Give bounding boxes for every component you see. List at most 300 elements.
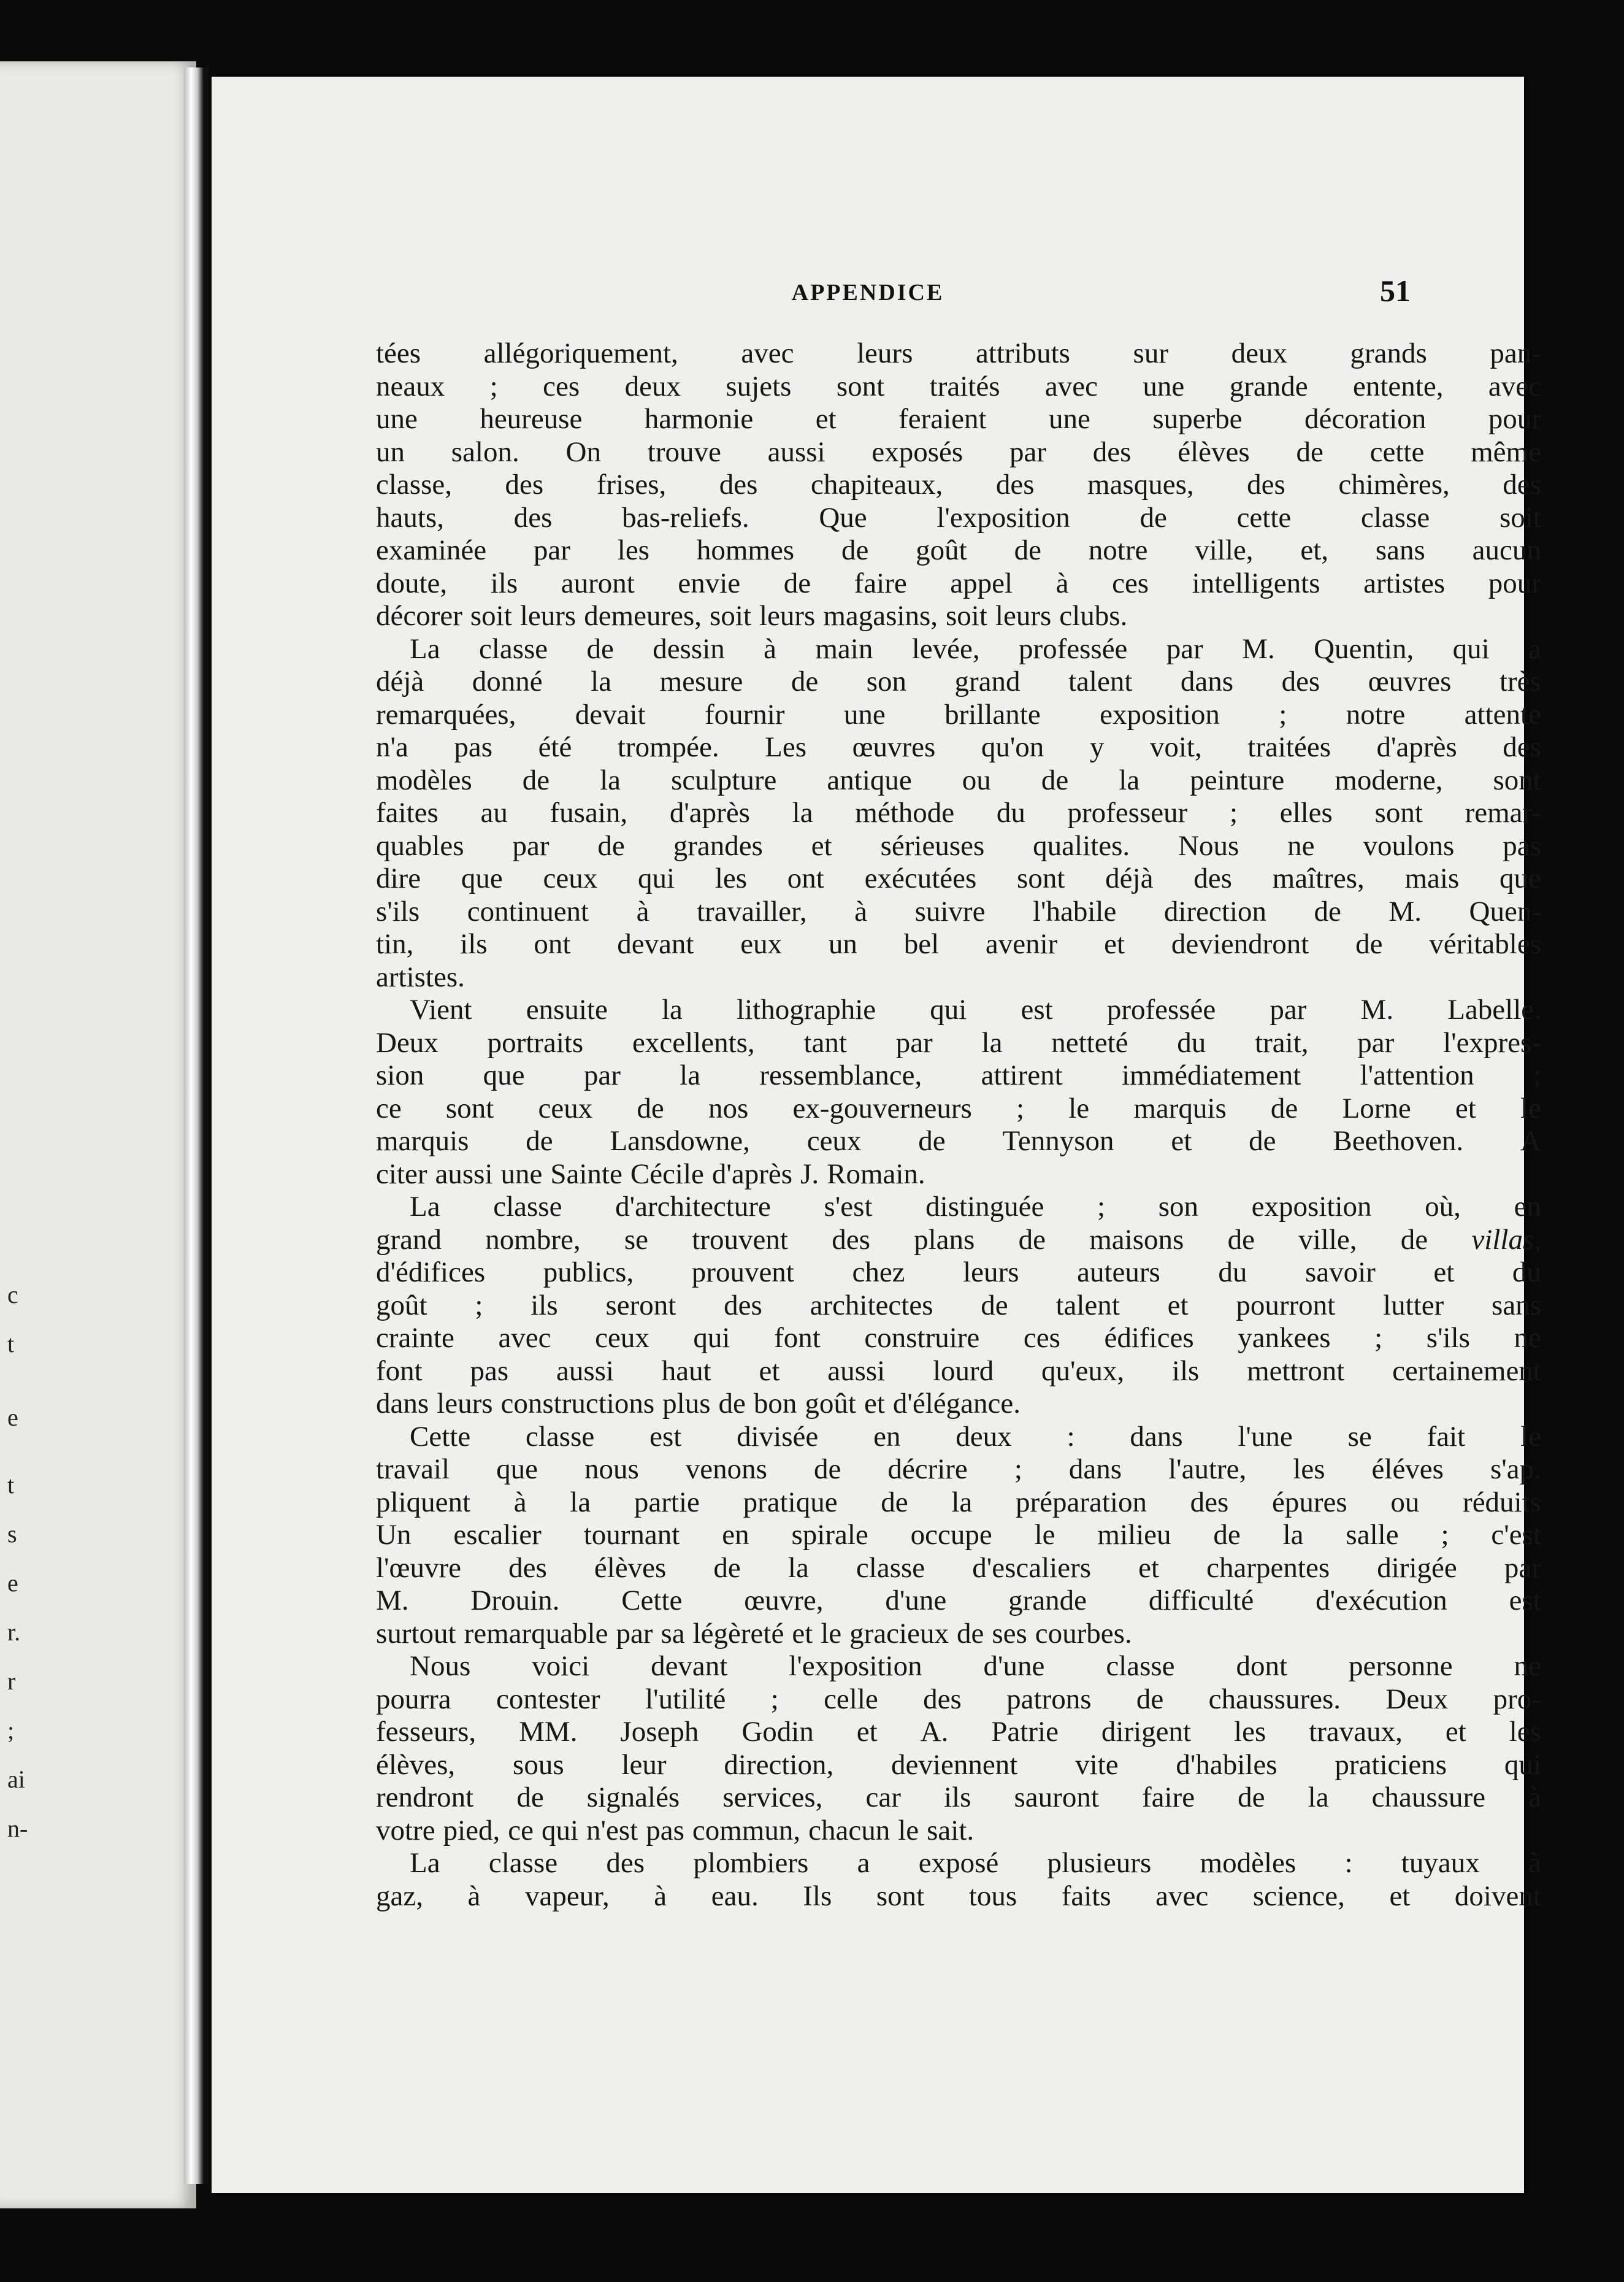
word: l'expres- xyxy=(1443,1026,1541,1059)
word: de xyxy=(1213,1519,1241,1551)
word: qui xyxy=(541,1814,579,1846)
facing-page-fragment: n- xyxy=(7,1815,28,1842)
word: frises, xyxy=(596,469,667,501)
word: et, xyxy=(1300,534,1329,566)
word: Vient xyxy=(410,994,472,1026)
word: nos xyxy=(708,1092,749,1124)
word: ces xyxy=(1023,1322,1060,1354)
word: dessin xyxy=(653,632,725,665)
word: difficulté xyxy=(1148,1585,1254,1616)
word: M. xyxy=(1388,895,1422,928)
word: réduits xyxy=(1463,1486,1541,1518)
word: son xyxy=(866,666,906,697)
word: le xyxy=(821,1617,842,1650)
word: A xyxy=(1520,1125,1541,1157)
word: même xyxy=(1471,436,1541,468)
word: ; xyxy=(1441,1519,1449,1551)
word: milieu xyxy=(1097,1519,1171,1551)
word: qu'on xyxy=(981,731,1044,763)
body-text xyxy=(376,337,1541,1913)
word: de xyxy=(516,1781,544,1813)
word: l'exposition xyxy=(789,1650,922,1682)
text-line xyxy=(376,1453,1541,1486)
word: des xyxy=(1092,436,1132,468)
word: leurs xyxy=(519,600,576,632)
word: s'ap. xyxy=(1490,1453,1541,1485)
text-line xyxy=(376,731,1541,764)
word: Beethoven. xyxy=(1333,1125,1464,1157)
word: de xyxy=(1136,1683,1164,1715)
word: tin, xyxy=(376,928,414,960)
word: gaz, xyxy=(376,1880,423,1912)
facing-page-fragment: t xyxy=(7,1330,15,1358)
word: s'est xyxy=(824,1191,873,1223)
word: que xyxy=(496,1453,538,1485)
word: sans xyxy=(1375,534,1425,566)
word: du xyxy=(1177,1026,1206,1059)
word: ont xyxy=(787,862,824,894)
word: de xyxy=(1227,1223,1255,1256)
word: fait xyxy=(1427,1420,1466,1453)
text-line xyxy=(376,403,1541,436)
word: sont xyxy=(836,370,885,402)
word: dire xyxy=(376,862,421,894)
word: tournant xyxy=(583,1519,680,1551)
book-gutter xyxy=(184,67,209,2184)
word: devait xyxy=(575,698,646,731)
word: la xyxy=(680,1059,701,1091)
word: la xyxy=(570,1486,591,1518)
word: Cette xyxy=(410,1420,471,1453)
word: salle xyxy=(1346,1519,1399,1551)
word: de xyxy=(918,1125,946,1157)
text-line xyxy=(376,371,1541,404)
word: de xyxy=(1355,928,1383,960)
word: ce xyxy=(508,1814,534,1846)
word: pourra xyxy=(376,1683,451,1715)
word: deux xyxy=(1231,337,1287,369)
book-page xyxy=(212,77,1541,2193)
word: classe xyxy=(488,1847,558,1879)
word: vite xyxy=(1075,1748,1119,1781)
word: le xyxy=(1520,1092,1541,1124)
word: Un xyxy=(376,1519,412,1551)
word: Nous xyxy=(1178,829,1239,862)
word: hauts, xyxy=(376,501,444,534)
word: traitées xyxy=(1247,731,1331,763)
word: antique xyxy=(827,764,912,796)
word: de xyxy=(1314,895,1341,928)
word: sauront xyxy=(1014,1781,1099,1813)
word: la xyxy=(1119,764,1140,796)
word: occupe xyxy=(910,1519,992,1551)
word: direction xyxy=(1163,895,1266,928)
text-line xyxy=(376,1355,1541,1388)
word: l'attention xyxy=(1360,1059,1474,1091)
word: ; xyxy=(1097,1191,1106,1223)
word: exposé xyxy=(918,1847,999,1879)
text-line xyxy=(376,337,1541,371)
word: élèves, xyxy=(376,1748,456,1781)
word: lourd xyxy=(933,1354,994,1387)
word: exécutées xyxy=(864,862,977,894)
word: aussi xyxy=(827,1354,886,1387)
word: de xyxy=(1249,1125,1276,1157)
word: deux xyxy=(624,370,681,402)
word: cette xyxy=(1236,501,1292,534)
word: pratique xyxy=(743,1486,838,1518)
word: l'exposition xyxy=(936,501,1070,534)
word: Joseph xyxy=(620,1716,699,1748)
word: et xyxy=(1171,1125,1192,1157)
word: et xyxy=(856,1716,878,1748)
word: ils xyxy=(944,1781,971,1813)
word: a xyxy=(1528,632,1541,665)
word: MM. xyxy=(519,1716,578,1748)
word: brillante xyxy=(944,698,1041,731)
word: ceux xyxy=(806,1125,862,1157)
word: goût xyxy=(805,1388,856,1420)
word: éléves xyxy=(1371,1453,1444,1485)
word: ex-gouverneurs xyxy=(792,1092,972,1124)
word: est xyxy=(1509,1585,1541,1616)
word: d'une xyxy=(983,1650,1045,1682)
word: ; xyxy=(475,1289,483,1321)
word: artistes xyxy=(1363,567,1446,599)
word: grandes xyxy=(673,829,763,862)
word: dans xyxy=(1130,1420,1183,1453)
word: ces xyxy=(1112,567,1149,599)
word: sont xyxy=(1374,797,1423,829)
text-line xyxy=(376,862,1541,896)
word: remar- xyxy=(1465,797,1541,829)
word: nombre, xyxy=(485,1223,581,1256)
word: été xyxy=(538,731,572,763)
word: la xyxy=(600,764,621,796)
facing-page-fragment: e xyxy=(7,1404,18,1431)
word: deviendront xyxy=(1171,928,1309,960)
word: Deux xyxy=(1385,1683,1449,1715)
word: modèles xyxy=(376,764,472,796)
word: commun, xyxy=(692,1814,801,1846)
word: remarquable xyxy=(464,1617,608,1650)
word: d'après xyxy=(669,797,750,829)
word: ; xyxy=(770,1683,779,1715)
word: leurs xyxy=(963,1256,1019,1288)
word: faire xyxy=(1141,1781,1195,1813)
word: allégoriquement, xyxy=(483,337,678,369)
word: préparation xyxy=(1015,1486,1147,1518)
word: architectes xyxy=(810,1289,933,1321)
word: ne xyxy=(1287,829,1315,862)
word: devant xyxy=(651,1650,728,1682)
word: entente, xyxy=(1353,370,1444,402)
word: classe xyxy=(526,1420,595,1453)
word: devant xyxy=(617,928,694,960)
word: épures xyxy=(1272,1486,1347,1518)
word: d'édifices xyxy=(376,1256,486,1288)
word: et xyxy=(1389,1880,1411,1912)
word: : xyxy=(1067,1420,1075,1453)
word: classe, xyxy=(376,469,452,501)
word: notre xyxy=(1088,534,1148,566)
text-line xyxy=(376,1519,1541,1552)
word: plombiers xyxy=(693,1847,809,1879)
word: ; xyxy=(1279,698,1287,731)
running-title: APPENDICE xyxy=(791,280,944,305)
word: les xyxy=(617,534,649,566)
word: sous xyxy=(513,1748,564,1781)
word: une xyxy=(1049,403,1090,435)
text-line xyxy=(376,534,1541,567)
word: soit xyxy=(710,600,751,632)
word: Cécile xyxy=(630,1158,704,1190)
text-line xyxy=(376,1486,1541,1519)
word: La xyxy=(410,1191,440,1223)
word: par xyxy=(1009,436,1047,468)
word: de xyxy=(1014,534,1041,566)
word: voit, xyxy=(1149,731,1202,763)
word: bon xyxy=(753,1388,797,1420)
text-line xyxy=(376,436,1541,469)
word: de xyxy=(522,764,550,796)
word: y xyxy=(1089,731,1105,763)
word: tées xyxy=(376,337,421,369)
word: est xyxy=(1021,994,1053,1026)
word: modèles xyxy=(1200,1847,1297,1879)
word: un xyxy=(376,436,405,468)
word: de xyxy=(841,534,869,566)
word: sont xyxy=(445,1092,494,1124)
word: auront xyxy=(561,567,635,599)
word: des xyxy=(505,469,544,501)
word: l'habile xyxy=(1032,895,1117,928)
word: superbe xyxy=(1152,403,1243,435)
text-line xyxy=(376,1749,1541,1782)
word: aucun xyxy=(1472,534,1541,566)
word: de xyxy=(1139,501,1167,534)
word: de xyxy=(1041,764,1069,796)
word: faire xyxy=(854,567,907,599)
text-line xyxy=(376,928,1541,961)
word: avec xyxy=(741,337,794,369)
word: le xyxy=(1034,1519,1055,1551)
word: demeures, xyxy=(584,600,702,632)
word: édifices xyxy=(1104,1322,1194,1354)
word: sion xyxy=(376,1059,424,1091)
word: la xyxy=(981,1026,1003,1059)
word: œuvres xyxy=(852,731,936,763)
word: de xyxy=(1238,1781,1265,1813)
word: l'utilité xyxy=(645,1683,726,1715)
word: La xyxy=(410,1847,440,1879)
word: celle xyxy=(824,1683,878,1715)
word: par xyxy=(512,829,550,862)
word: citer xyxy=(376,1158,427,1190)
word: mesure xyxy=(659,666,743,697)
text-line xyxy=(376,1125,1541,1158)
word: le xyxy=(1520,1420,1541,1453)
word: Quen- xyxy=(1469,895,1541,928)
word: c'est xyxy=(1491,1519,1541,1551)
word: salon. xyxy=(451,436,519,468)
facing-page-left xyxy=(0,61,196,2208)
word: qui xyxy=(930,994,967,1026)
word: pro- xyxy=(1493,1683,1541,1715)
word: leurs xyxy=(759,600,816,632)
word: Tennyson xyxy=(1002,1125,1114,1157)
word: Sainte xyxy=(550,1158,622,1190)
word: et xyxy=(1455,1092,1476,1124)
word: mettront xyxy=(1247,1354,1345,1387)
word: feraient xyxy=(898,403,987,435)
word: elles xyxy=(1279,797,1333,829)
word: exposition xyxy=(1251,1191,1372,1223)
word: plans xyxy=(914,1223,975,1256)
text-line xyxy=(376,1880,1541,1913)
word: Lorne xyxy=(1342,1092,1411,1124)
word: gracieux xyxy=(849,1617,949,1650)
word: classe xyxy=(1361,501,1430,534)
word: Que xyxy=(819,501,867,534)
word: en xyxy=(873,1420,901,1453)
word: par xyxy=(1357,1026,1395,1059)
word: notre xyxy=(1346,698,1406,731)
word: d'exécution xyxy=(1316,1585,1447,1616)
word: villas, xyxy=(1471,1223,1541,1256)
word: classe xyxy=(478,632,548,665)
word: la xyxy=(792,797,813,829)
word: l'une xyxy=(1238,1420,1293,1453)
word: surtout xyxy=(376,1617,456,1650)
word: immédiatement xyxy=(1121,1059,1301,1091)
word: ; xyxy=(1016,1092,1025,1124)
word: très xyxy=(1499,666,1541,697)
word: du xyxy=(1512,1256,1541,1288)
word: traités xyxy=(929,370,1000,402)
word: a xyxy=(857,1847,870,1879)
word: travailler, xyxy=(697,895,807,928)
word: doivent xyxy=(1454,1880,1541,1912)
text-line xyxy=(376,1650,1541,1683)
word: ; xyxy=(1533,1059,1541,1091)
word: crainte xyxy=(376,1322,454,1354)
word: de xyxy=(637,1092,664,1124)
word: par xyxy=(616,1617,653,1650)
word: décorer xyxy=(376,600,462,632)
facing-page-fragment: e xyxy=(7,1569,18,1597)
word: par xyxy=(895,1026,933,1059)
word: Nous xyxy=(410,1650,471,1682)
word: élèves xyxy=(594,1551,667,1584)
word: des xyxy=(1247,469,1285,501)
word: n'est xyxy=(586,1814,638,1846)
word: qualites. xyxy=(1033,829,1130,862)
word: mais xyxy=(1404,862,1460,894)
word: élèves xyxy=(1178,436,1250,468)
word: J. xyxy=(800,1158,819,1190)
word: voici xyxy=(532,1650,590,1682)
word: Les xyxy=(765,731,807,763)
word: chaussure xyxy=(1371,1781,1485,1813)
text-line xyxy=(376,1552,1541,1585)
word: du xyxy=(1218,1256,1247,1288)
word: car xyxy=(865,1781,901,1813)
word: travaux, xyxy=(1309,1716,1403,1748)
word: Quentin, xyxy=(1314,632,1414,665)
text-line xyxy=(376,469,1541,502)
word: ceux xyxy=(538,1092,593,1124)
word: harmonie xyxy=(644,403,754,435)
word: tant xyxy=(803,1026,847,1059)
word: pour xyxy=(1488,567,1541,599)
word: font xyxy=(376,1354,423,1387)
word: méthode xyxy=(855,797,955,829)
word: que xyxy=(461,862,503,894)
word: et xyxy=(792,1617,813,1650)
word: sait. xyxy=(927,1814,975,1846)
text-line xyxy=(376,1847,1541,1880)
word: est xyxy=(649,1420,682,1453)
word: pas xyxy=(646,1814,684,1846)
word: leurs xyxy=(437,1388,493,1420)
word: les xyxy=(1293,1453,1325,1485)
text-line xyxy=(376,1781,1541,1815)
word: certainement xyxy=(1392,1354,1541,1387)
word: prouvent xyxy=(691,1256,794,1288)
running-head xyxy=(212,273,1524,310)
word: aussi xyxy=(767,436,825,468)
word: suivre xyxy=(914,895,986,928)
word: dirigent xyxy=(1101,1716,1192,1748)
word: décrire xyxy=(887,1453,968,1485)
word: de xyxy=(597,829,625,862)
word: Ils xyxy=(803,1880,832,1912)
word: fusain, xyxy=(550,797,628,829)
word: constructions xyxy=(500,1388,655,1420)
word: continuent xyxy=(467,895,589,928)
word: n'a xyxy=(376,731,408,763)
word: attente xyxy=(1464,698,1541,731)
word: à xyxy=(854,895,868,928)
word: rendront xyxy=(376,1781,474,1813)
word: par xyxy=(583,1059,621,1091)
word: la xyxy=(1308,1781,1329,1813)
word: ; xyxy=(489,370,498,402)
word: dirigée xyxy=(1377,1551,1457,1584)
word: soit xyxy=(470,600,512,632)
word: l'œuvre xyxy=(376,1551,461,1584)
word: tous xyxy=(968,1880,1017,1912)
word: ils xyxy=(490,567,518,599)
word: les xyxy=(714,862,748,894)
word: grande xyxy=(1229,370,1308,402)
word: de xyxy=(713,1551,741,1584)
word: de xyxy=(1270,1092,1298,1124)
word: sont xyxy=(876,1880,925,1912)
word: tuyaux xyxy=(1401,1847,1480,1879)
word: ou xyxy=(1390,1486,1420,1518)
word: remarquées, xyxy=(376,698,516,731)
word: la xyxy=(787,1551,809,1584)
word: ce xyxy=(376,1092,402,1124)
word: s'ils xyxy=(376,895,420,928)
word: ressemblance, xyxy=(759,1059,922,1091)
word: savoir xyxy=(1304,1256,1376,1288)
word: marquis xyxy=(376,1125,469,1157)
word: clubs. xyxy=(1059,600,1128,632)
word: quables xyxy=(376,829,464,862)
